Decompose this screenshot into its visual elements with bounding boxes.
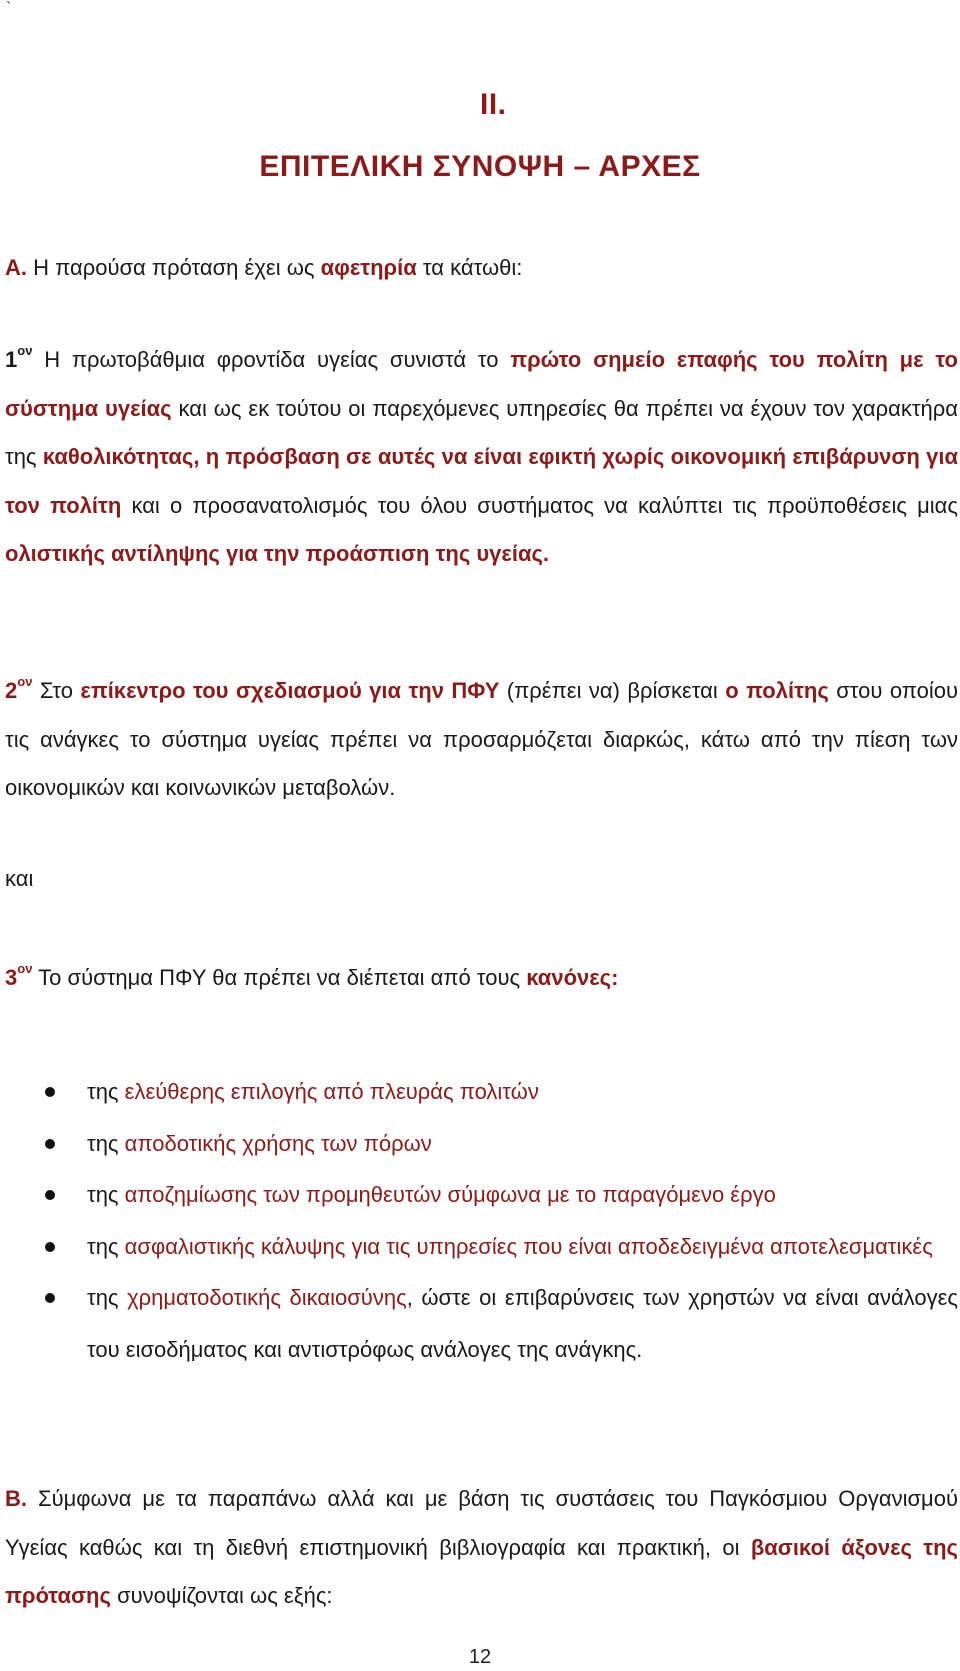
point-2-number: 2 xyxy=(5,678,18,703)
rule-prefix: της xyxy=(87,1285,128,1310)
point-1-text-2: και ως εκ τούτου οι παρεχόμενες υπηρεσίες θα πρέπει να έχουν τον χαρακτήρα της xyxy=(5,395,958,469)
point-1-text-3: και ο προσανατολισμός του όλου συστήματος να καλύπτει τις προϋποθέσεις μιας xyxy=(121,492,958,518)
point-1-ordinal: ον xyxy=(17,342,33,358)
list-item xyxy=(0,1066,960,1118)
rule-prefix: της xyxy=(87,1079,125,1104)
point-3-text-1: Το σύστημα ΠΦΥ θα πρέπει να διέπεται από τους xyxy=(32,965,527,990)
point-3-highlight-1: κανόνες: xyxy=(526,965,619,990)
part-b-label: Β. xyxy=(5,1486,27,1511)
part-a-intro-text-1: Η παρούσα πρόταση έχει ως xyxy=(27,255,321,280)
point-2-text-3: στου οποίου τις ανάγκες το σύστημα υγείας πρέπει να προσαρμόζεται διαρκώς, κάτω από την πίεση των οικονομικών και κοινωνικών μεταβολών. xyxy=(5,678,959,800)
bullet-icon xyxy=(45,1087,55,1097)
rule-highlight: ελεύθερης επιλογής από πλευράς πολιτών xyxy=(124,1079,539,1104)
point-3-paragraph xyxy=(5,954,958,1003)
point-3-number: 3 xyxy=(5,965,18,990)
corner-mark: ` xyxy=(6,0,12,17)
point-2-paragraph xyxy=(5,667,958,813)
list-item xyxy=(0,1169,960,1221)
rule-prefix: της xyxy=(87,1233,125,1259)
part-a-intro-highlight: αφετηρία xyxy=(320,255,417,280)
part-b-paragraph xyxy=(5,1475,958,1621)
section-number: II. xyxy=(480,88,507,121)
point-3-ordinal: ον xyxy=(17,960,33,976)
point-1-highlight-3: ολιστικής αντίληψης για την προάσπιση της υγείας. xyxy=(5,541,550,566)
bullet-icon xyxy=(45,1293,55,1303)
point-1-text-1: Η πρωτοβάθμια φροντίδα υγείας συνιστά το xyxy=(32,347,511,372)
list-item xyxy=(0,1272,960,1375)
point-2-text-1: Στο xyxy=(32,678,81,703)
rules-list xyxy=(0,1066,960,1375)
part-a-label: Α. xyxy=(5,255,27,280)
point-2-highlight-2: ο πολίτης xyxy=(725,678,829,703)
rule-highlight: ασφαλιστικής κάλυψης για τις υπηρεσίες που είναι αποδεδειγμένα αποτελεσματικές xyxy=(124,1233,933,1259)
bullet-icon xyxy=(45,1190,55,1200)
rule-prefix: της xyxy=(87,1182,125,1207)
list-item xyxy=(0,1118,960,1170)
point-2-highlight-1: επίκεντρο του σχεδιασμού για την ΠΦΥ xyxy=(80,678,500,703)
point-1-paragraph xyxy=(5,336,958,579)
bullet-icon xyxy=(45,1139,55,1149)
part-b-highlight: βασικοί άξονες της πρότασης xyxy=(5,1534,958,1608)
part-b-text-1: Σύμφωνα με τα παραπάνω αλλά και με βάση τις συστάσεις του Παγκόσμιου Οργανισμού Υγείας καθώς και τη διεθνή επιστημονική βιβλιογραφία και πρακτική, οι xyxy=(5,1486,958,1560)
conjunction-text: και xyxy=(5,866,34,891)
page-number: 12 xyxy=(468,1646,492,1668)
point-1-number: 1 xyxy=(5,347,18,372)
part-b-text-2: συνοψίζονται ως εξής: xyxy=(110,1583,333,1608)
section-title: ΕΠΙΤΕΛΙΚΗ ΣΥΝΟΨΗ – ΑΡΧΕΣ xyxy=(259,150,701,183)
rule-suffix: , ώστε οι επιβαρύνσεις των χρηστών να είναι ανάλογες του εισοδήματος και αντιστρόφως ανάλογες της ανάγκης. xyxy=(87,1285,958,1362)
rule-highlight: χρηματοδοτικής δικαιοσύνης xyxy=(127,1285,407,1310)
rule-prefix: της xyxy=(87,1130,125,1156)
bullet-icon xyxy=(45,1242,55,1252)
part-a-intro-text-2: τα κάτωθι: xyxy=(416,255,523,280)
point-1-highlight-1: πρώτο σημείο επαφής του πολίτη με το σύστημα υγείας xyxy=(5,347,958,421)
point-2-text-2: (πρέπει να) βρίσκεται xyxy=(499,678,726,703)
point-2-ordinal: ον xyxy=(17,673,33,689)
part-a-intro xyxy=(5,244,958,293)
point-1-highlight-2: καθολικότητας, η πρόσβαση σε αυτές να είναι εφικτή χωρίς οικονομική επιβάρυνση για τον πολίτη xyxy=(5,444,958,518)
rule-highlight: αποζημίωσης των προμηθευτών σύμφωνα με το παραγόμενο έργο xyxy=(124,1182,776,1207)
rule-highlight: αποδοτικής χρήσης των πόρων xyxy=(124,1130,432,1156)
list-item xyxy=(0,1221,960,1273)
